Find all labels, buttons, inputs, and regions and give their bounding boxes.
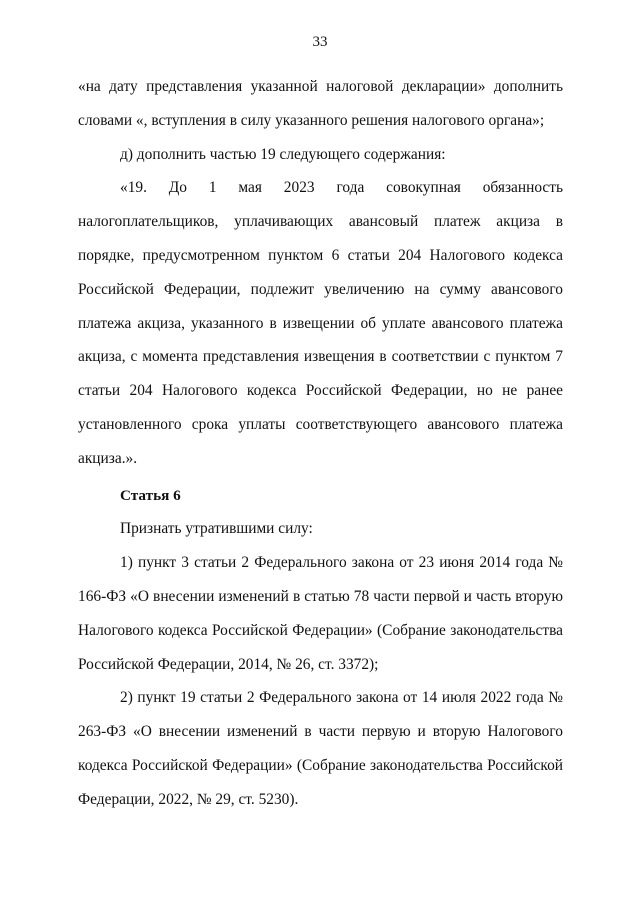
paragraph-amendment-text: «на дату представления указанной налоговой декларации» дополнить словами «, вступления в силу указанного решения налогового органа»; — [78, 78, 563, 129]
article-heading: Статья 6 — [120, 486, 181, 504]
paragraph-repeal-item-2: 2) пункт 19 статьи 2 Федерального закона от 14 июля 2022 года № 263-ФЗ «О внесении изменений в части первую и вторую Налогового кодекса Российской Федерации» (Собрание законодательства Российской Федерации, 2022, № 29, ст. 5230). — [78, 689, 563, 808]
paragraph-repeal-intro: Признать утратившими силу: — [120, 520, 313, 538]
page-number: 33 — [312, 34, 328, 50]
paragraph-part-19: «19. До 1 мая 2023 года совокупная обязанность налогоплательщиков, уплачивающих авансовый платеж акциза в порядке, предусмотренном пунктом 6 статьи 204 Налогового кодекса Российской Федерации, подлежит увеличению на сумму авансового платежа акциза, указанного в извещении об уплате авансового платежа акциза, с момента представления извещения в соответствии с пунктом 7 статьи 204 Налогового кодекса Российской Федерации, но не ранее установленного срока уплаты соответствующего авансового платежа акциза.». — [78, 179, 563, 467]
document-body — [78, 70, 563, 817]
paragraph-item-d: д) дополнить частью 19 следующего содержания: — [120, 145, 446, 163]
paragraph-repeal-item-1: 1) пункт 3 статьи 2 Федерального закона от 23 июня 2014 года № 166-ФЗ «О внесении изменений в статью 78 части первой и часть вторую Налогового кодекса Российской Федерации» (Собрание законодательства Российской Федерации, 2014, № 26, ст. 3372); — [78, 554, 563, 673]
